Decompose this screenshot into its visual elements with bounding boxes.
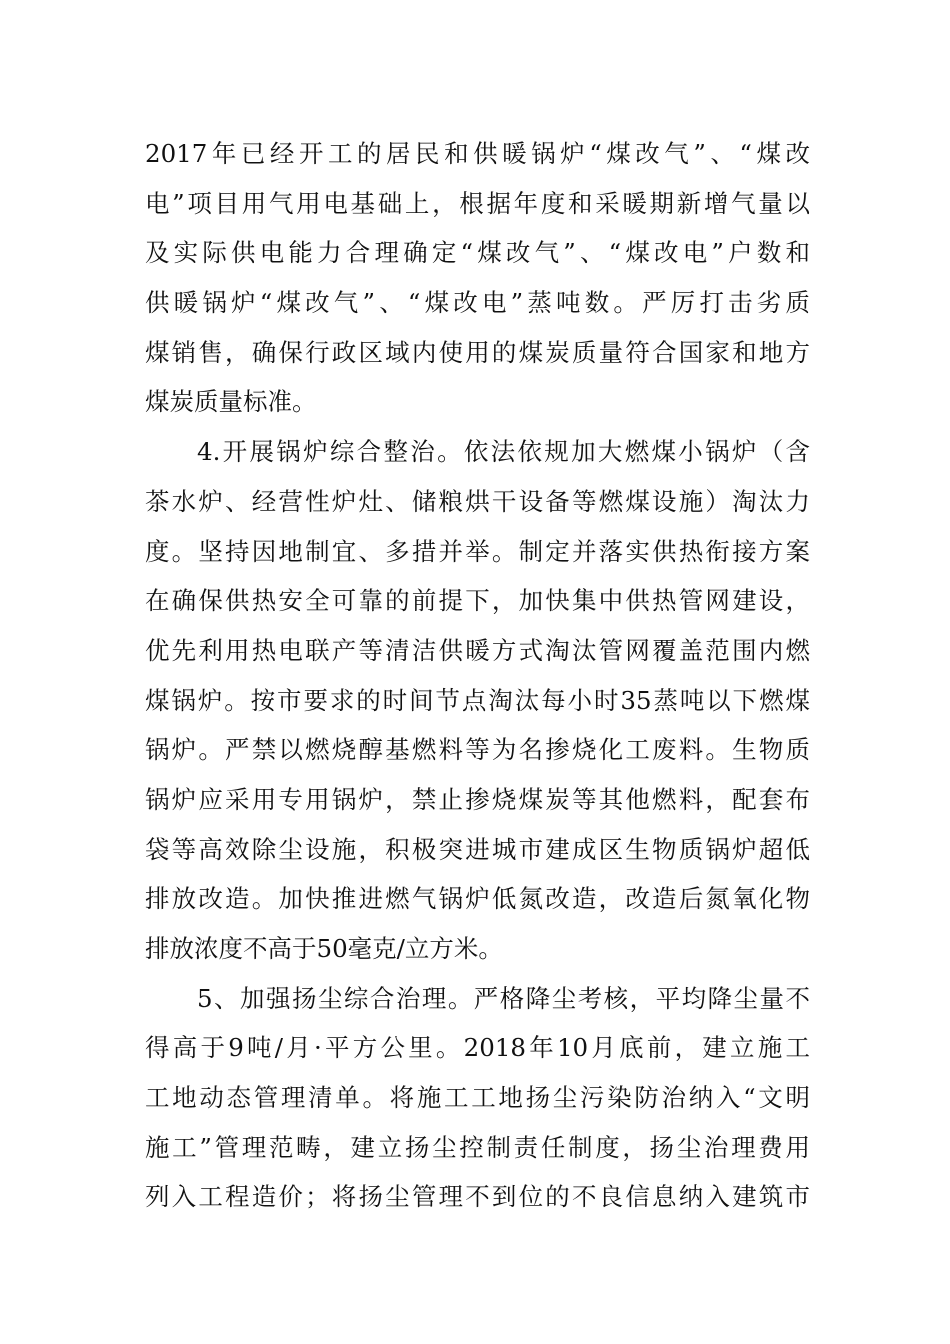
text-line: 锅炉应采用专用锅炉，禁止掺烧煤炭等其他燃料，配套布 [145, 784, 810, 814]
text-line: 煤锅炉。按市要求的时间节点淘汰每小时35蒸吨以下燃煤 [145, 685, 810, 715]
text-line: 排放改造。加快推进燃气锅炉低氮改造，改造后氮氧化物 [145, 884, 810, 914]
text-line: 施工”管理范畴，建立扬尘控制责任制度，扬尘治理费用 [145, 1132, 810, 1162]
text-line: 得高于9吨/月·平方公里。2018年10月底前，建立施工 [145, 1033, 810, 1063]
text-line: 袋等高效除尘设施，积极突进城市建成区生物质锅炉超低 [145, 834, 810, 864]
text-line: 2017年已经开工的居民和供暖锅炉“煤改气”、“煤改 [145, 139, 810, 168]
text-line: 煤炭质量标准。 [145, 387, 317, 417]
text-line: 4.开展锅炉综合整治。依法依规加大燃煤小锅炉（含 [197, 437, 810, 467]
text-line: 及实际供电能力合理确定“煤改气”、“煤改电”户数和 [145, 238, 810, 268]
text-line: 列入工程造价；将扬尘管理不到位的不良信息纳入建筑市 [145, 1182, 810, 1212]
text-line: 供暖锅炉“煤改气”、“煤改电”蒸吨数。严厉打击劣质 [145, 288, 810, 318]
text-line: 茶水炉、经营性炉灶、储粮烘干设备等燃煤设施）淘汰力 [145, 486, 810, 516]
text-line: 煤销售，确保行政区域内使用的煤炭质量符合国家和地方 [145, 337, 810, 367]
text-line: 优先利用热电联产等清洁供暖方式淘汰管网覆盖范围内燃 [145, 635, 810, 665]
text-line: 度。坚持因地制宜、多措并举。制定并落实供热衔接方案 [145, 536, 810, 566]
text-line: 锅炉。严禁以燃烧醇基燃料等为名掺烧化工废料。生物质 [145, 735, 810, 765]
body-text [145, 129, 810, 1222]
text-line: 5、加强扬尘综合治理。严格降尘考核，平均降尘量不 [197, 983, 810, 1013]
text-line: 排放浓度不高于50毫克/立方米。 [145, 934, 503, 963]
text-line: 电”项目用气用电基础上，根据年度和采暖期新增气量以 [145, 188, 810, 218]
text-line: 工地动态管理清单。将施工工地扬尘污染防治纳入“文明 [145, 1083, 810, 1113]
text-line: 在确保供热安全可靠的前提下，加快集中供热管网建设， [145, 586, 810, 616]
